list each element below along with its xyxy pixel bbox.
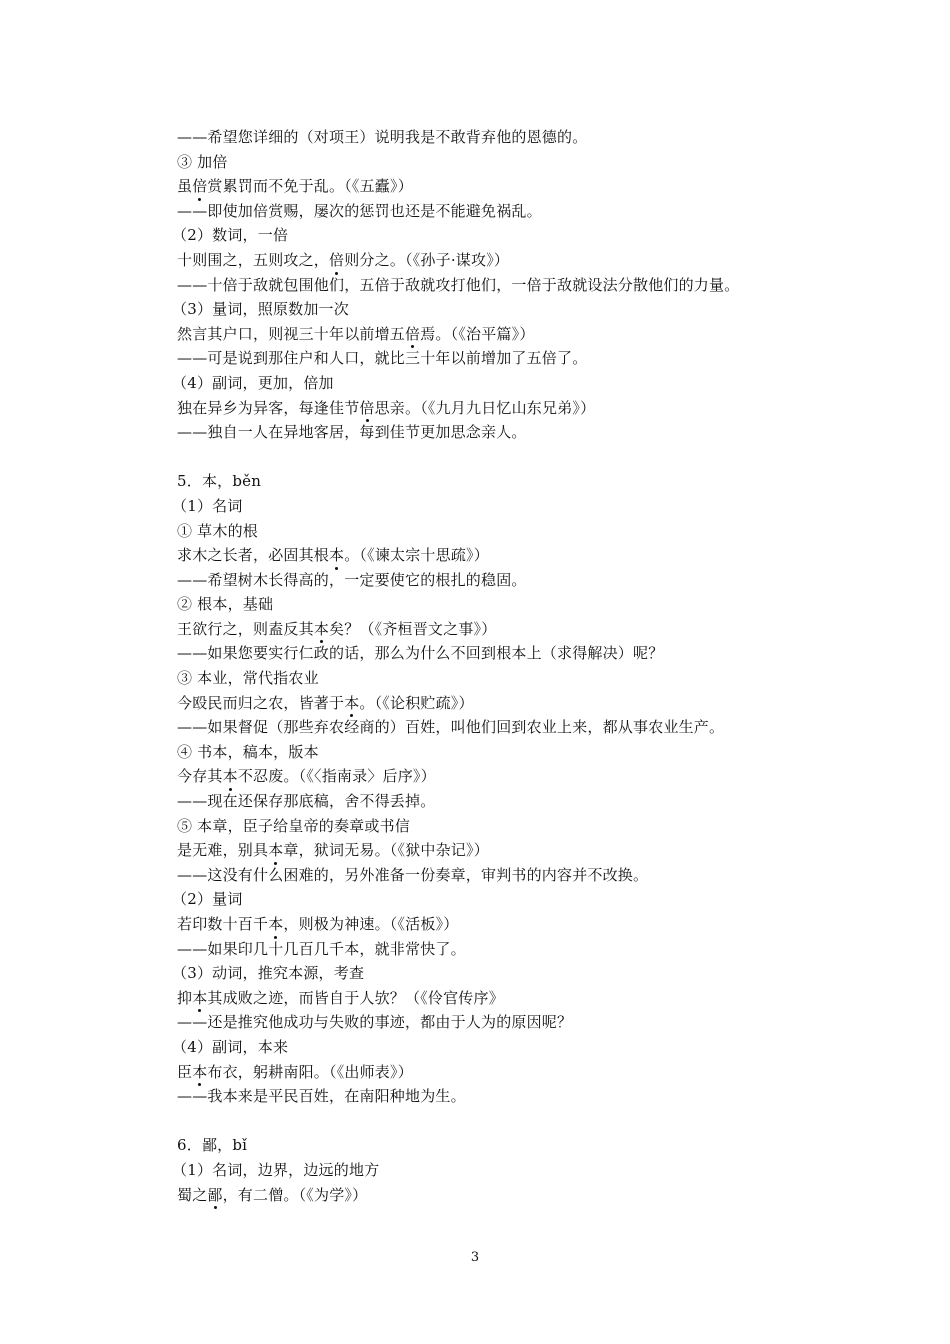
emphasized-character: 本: [314, 617, 329, 642]
text-segment: 章，狱词无易。（《狱中杂记》）: [283, 841, 489, 860]
text-line: [177, 814, 897, 839]
text-line: [177, 150, 897, 175]
text-segment: （4）副词，更加，倍加: [172, 373, 334, 392]
text-segment: 思亲。（《九月九日忆山东兄弟》）: [374, 398, 596, 417]
text-segment: 王欲行之，则盍反其: [177, 619, 314, 638]
text-segment: ③ 本业，常代指农业: [177, 669, 319, 688]
text-segment: ① 草木的根: [177, 521, 258, 540]
text-segment: 十则围之，五则攻之，: [177, 250, 330, 269]
emphasized-character: 鄙: [207, 1183, 222, 1208]
emphasized-character: 本: [268, 912, 283, 937]
text-segment: 若印数十百千: [177, 915, 269, 933]
text-line: [177, 125, 897, 150]
text-segment: ——现在还保存那底稿，舍不得丢掉。: [177, 792, 436, 811]
text-segment: ——十倍于敌就包围他们，五倍于敌就攻打他们，一倍于敌就设法分散他们的力量。: [177, 275, 740, 294]
text-segment: （3）动词，推究本源，考查: [172, 964, 365, 983]
text-segment: 。（《论积贮疏》）: [359, 693, 474, 712]
text-line: [177, 740, 897, 765]
text-line: [177, 1133, 897, 1158]
text-line: [177, 838, 897, 863]
document-body: [172, 125, 897, 1207]
text-segment: 今殴民而归之农，皆著于: [177, 693, 345, 712]
text-segment: ，有二僧。（《为学》）: [222, 1185, 368, 1204]
text-line: [177, 396, 897, 421]
text-segment: 不忍废。（《〈指南录〉后序》）: [237, 767, 436, 786]
text-line: [177, 519, 897, 544]
emphasized-character: 倍: [405, 322, 420, 347]
text-line: [177, 469, 897, 494]
text-segment: ——如果督促（那些弃农经商的）百姓，叫他们回到农业上来，都从事农业生产。: [177, 718, 725, 737]
text-segment: 6．鄙，bǐ: [177, 1136, 248, 1155]
text-line: [177, 863, 897, 888]
text-line: [172, 1158, 897, 1183]
text-line: [177, 912, 897, 937]
text-line: [177, 1084, 897, 1109]
text-segment: 今存其: [177, 767, 223, 786]
emphasized-character: 本: [192, 1060, 207, 1085]
text-segment: 则分之。（《孙子·谋攻》）: [344, 250, 510, 269]
text-segment: ——如果印几十几百几千本，就非常快了。: [177, 939, 466, 958]
text-segment: ——可是说到那住户和人口，就比三十年以前增加了五倍了。: [177, 349, 588, 368]
text-line: [177, 420, 897, 445]
text-segment: 布衣，躬耕南阳。（《出师表》）: [207, 1062, 413, 1081]
text-segment: 蜀之: [177, 1185, 208, 1204]
text-segment: ——这没有什么困难的，另外准备一份奏章，审判书的内容并不改换。: [177, 865, 649, 884]
text-line: [177, 346, 897, 371]
text-line: [177, 543, 897, 568]
emphasized-character: 倍: [192, 174, 207, 199]
text-line: [177, 568, 897, 593]
emphasized-character: 本: [329, 543, 344, 568]
text-segment: 矣？（《齐桓晋文之事》）: [329, 619, 497, 638]
text-segment: 臣: [177, 1062, 193, 1081]
text-line: [172, 1035, 897, 1060]
text-segment: ——希望树木长得高的，一定要使它的根扎的稳固。: [177, 570, 527, 589]
text-segment: （3）量词，照原数加一次: [172, 300, 349, 319]
text-segment: 焉。（《治平篇》）: [420, 324, 535, 343]
text-line: [177, 1060, 897, 1085]
text-line: [177, 691, 897, 716]
paragraph-gap: [177, 445, 897, 470]
emphasized-character: 倍: [329, 248, 344, 273]
emphasized-character: 本: [192, 986, 207, 1011]
text-line: [172, 494, 897, 519]
text-line: [177, 592, 897, 617]
emphasized-character: 本: [344, 691, 359, 716]
text-segment: ——还是推究他成功与失败的事迹，都由于人为的原因呢？: [177, 1013, 573, 1032]
text-line: [177, 715, 897, 740]
text-line: [172, 371, 897, 396]
page-number: 3: [470, 1250, 480, 1265]
text-segment: ③ 加倍: [177, 152, 228, 171]
emphasized-character: 倍: [359, 396, 374, 421]
text-line: [177, 764, 897, 789]
text-segment: （2）数词，一倍: [172, 226, 289, 245]
text-segment: ——独自一人在异地客居，每到佳节更加思念亲人。: [177, 423, 527, 442]
text-line: [177, 1010, 897, 1035]
text-segment: 。（《谏太宗十思疏》）: [344, 546, 489, 565]
text-line: [177, 248, 897, 273]
text-segment: 然言其户口，则视三十年以前增五: [177, 324, 406, 343]
text-line: [172, 961, 897, 986]
text-line: [177, 1183, 897, 1208]
text-line: [172, 223, 897, 248]
text-line: [177, 666, 897, 691]
text-line: [177, 273, 897, 298]
text-segment: 独在异乡为异客，每逢佳节: [177, 398, 360, 417]
text-segment: 抑: [177, 988, 193, 1007]
text-segment: （1）名词，边界，边远的地方: [172, 1160, 380, 1179]
text-segment: ——如果您要实行仁政的话，那么为什么不回到根本上（求得解决）呢？: [177, 644, 664, 663]
paragraph-gap: [177, 1109, 897, 1134]
text-segment: ——希望您详细的（对项王）说明我是不敢背弃他的恩德的。: [177, 128, 588, 146]
text-segment: （2）量词: [172, 890, 243, 909]
text-segment: ② 根本，基础: [177, 595, 274, 614]
emphasized-character: 本: [268, 838, 283, 863]
text-segment: 赏累罚而不免于乱。（《五蠹》）: [207, 177, 413, 196]
text-segment: （4）副词，本来: [172, 1037, 289, 1056]
text-line: [177, 937, 897, 962]
emphasized-character: 本: [223, 764, 238, 789]
text-line: [177, 617, 897, 642]
text-line: [177, 174, 897, 199]
text-segment: ——即使加倍赏赐，屡次的惩罚也还是不能避免祸乱。: [177, 201, 542, 220]
text-line: [172, 297, 897, 322]
text-line: [177, 986, 897, 1011]
text-line: [172, 887, 897, 912]
text-segment: 求木之长者，必固其根: [177, 546, 330, 565]
text-segment: ，则极为神速。（《活板》）: [283, 915, 459, 933]
text-segment: 其成败之迹，而皆自于人欤？（《伶官传序》: [207, 988, 504, 1007]
text-segment: ⑤ 本章，臣子给皇帝的奏章或书信: [177, 816, 410, 835]
text-line: [177, 789, 897, 814]
text-segment: 5．本，běn: [177, 472, 262, 491]
text-segment: （1）名词: [172, 496, 243, 515]
text-line: [177, 322, 897, 347]
text-line: [177, 199, 897, 224]
text-line: [177, 641, 897, 666]
text-segment: ——我本来是平民百姓，在南阳种地为生。: [177, 1087, 466, 1106]
text-segment: ④ 书本，稿本，版本: [177, 742, 319, 761]
text-segment: 是无难，别具: [177, 841, 269, 860]
text-segment: 虽: [177, 177, 193, 196]
